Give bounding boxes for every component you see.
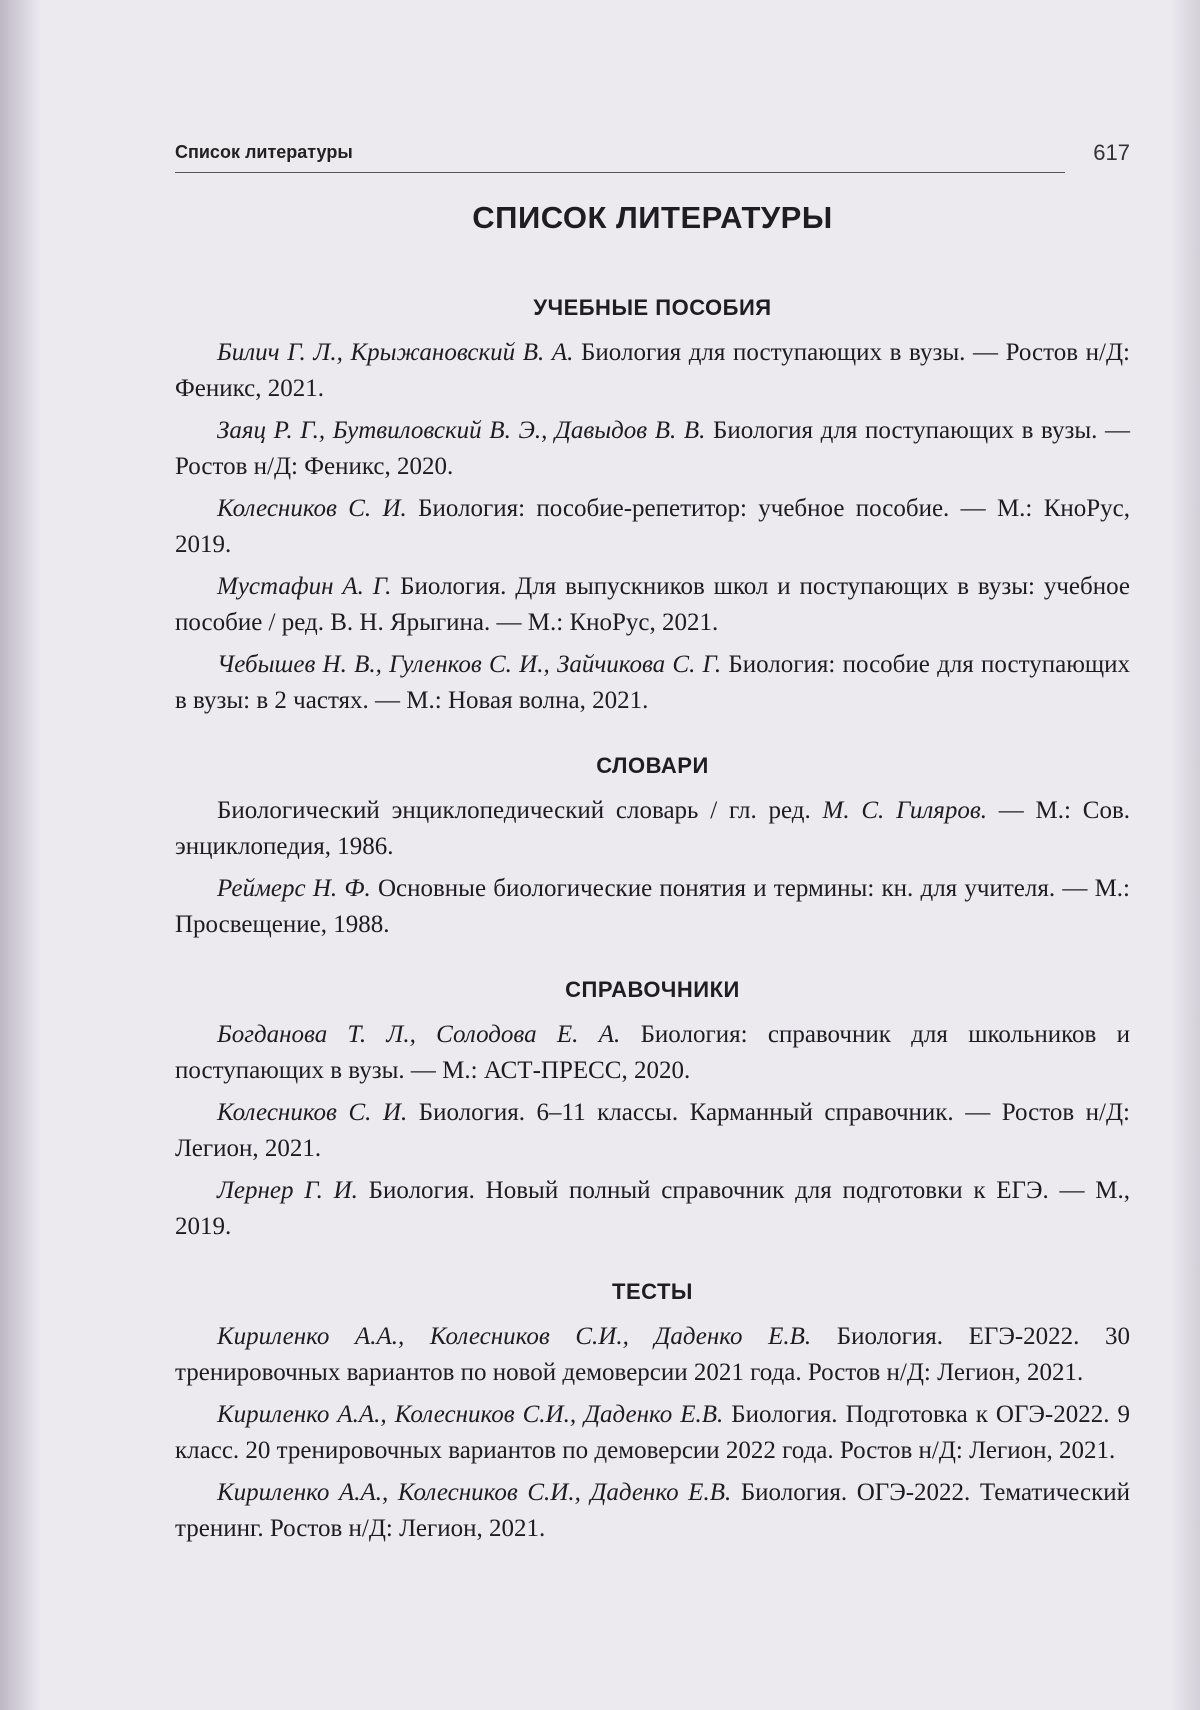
entry-text: Биология: пособие-репетитор: учебное пособие. — М.: КноРус, 2019.: [175, 495, 1131, 558]
bibliography-entry: [175, 413, 1130, 485]
section-heading: СПРАВОЧНИКИ: [565, 977, 740, 1002]
entry-authors: Кириленко А.А., Колесников С.И., Даденко Е.В.: [217, 1323, 812, 1350]
entry-authors: Лернер Г. И.: [217, 1177, 358, 1204]
entry-authors: Кириленко А.А., Колесников С.И., Даденко Е.В.: [217, 1401, 724, 1428]
running-head: [175, 142, 1130, 172]
bibliography-entry: [175, 335, 1130, 407]
entry-authors: Билич Г. Л., Крыжановский В. А.: [217, 339, 574, 366]
entry-text: Биология: справочник для школьников и поступающих в вузы. — М.: АСТ-ПРЕСС, 2020.: [175, 1021, 1130, 1084]
entry-text: Биология. Новый полный справочник для подготовки к ЕГЭ. — М., 2019.: [175, 1177, 1130, 1240]
entry-authors: Колесников С. И.: [217, 495, 407, 522]
section-tests: [175, 1279, 1130, 1547]
entry-authors: Заяц Р. Г., Бутвиловский В. Э., Давыдов В. В.: [217, 417, 706, 444]
entry-text: Биология. Подготовка к ОГЭ-2022. 9 класс. 20 тренировочных вариантов по демоверсии 2022 года. Ростов н/Д: Легион, 2021.: [175, 1401, 1130, 1464]
bibliography-entry: [175, 569, 1130, 641]
section-heading: УЧЕБНЫЕ ПОСОБИЯ: [533, 295, 772, 320]
bibliography-entry: [175, 1319, 1130, 1391]
entry-text: Основные биологические понятия и термины: кн. для учителя. — М.: Просвещение, 1988.: [175, 875, 1130, 938]
page-edge-shadow-right: [1170, 0, 1200, 1710]
page-number: 617: [1093, 140, 1130, 165]
section-handbooks: [175, 977, 1130, 1245]
section-heading: СЛОВАРИ: [596, 753, 709, 778]
entry-authors: Колесников С. И.: [217, 1099, 408, 1126]
bibliography-entry: [175, 1173, 1130, 1245]
entry-authors: Кириленко А.А., Колесников С.И., Даденко Е.В.: [217, 1479, 732, 1506]
entry-text: Биология. Для выпускников школ и поступающих в вузы: учебное пособие / ред. В. Н. Ярыгина. — М.: КноРус, 2021.: [175, 573, 1131, 636]
entry-authors: Чебышев Н. В., Гуленков С. И., Зайчикова С. Г.: [217, 651, 722, 678]
entry-authors: Мустафин А. Г.: [217, 573, 392, 600]
running-head-title: Список литературы: [175, 142, 353, 162]
bibliography: [175, 295, 1130, 1581]
section-dictionaries: [175, 753, 1130, 943]
bibliography-entry: [175, 793, 1130, 865]
entry-text: Биология. ЕГЭ-2022. 30 тренировочных вариантов по новой демоверсии 2021 года. Ростов н/Д: Легион, 2021.: [175, 1323, 1130, 1386]
bibliography-entry: [175, 1095, 1130, 1167]
entry-prefix: Биологический энциклопедический словарь / гл. ред.: [217, 797, 823, 824]
entry-authors: М. С. Гиляров.: [822, 797, 987, 824]
entry-text: Биология: пособие для поступающих в вузы: в 2 частях. — М.: Новая волна, 2021.: [175, 651, 1130, 714]
bibliography-entry: [175, 1475, 1130, 1547]
section-heading: ТЕСТЫ: [612, 1279, 693, 1304]
bibliography-entry: [175, 1017, 1130, 1089]
entry-authors: Богданова Т. Л., Солодова Е. А.: [217, 1021, 621, 1048]
bibliography-entry: [175, 1397, 1130, 1469]
page-title: СПИСОК ЛИТЕРАТУРЫ: [472, 200, 833, 235]
bibliography-entry: [175, 647, 1130, 719]
bibliography-entry: [175, 871, 1130, 943]
entry-authors: Реймерс Н. Ф.: [217, 875, 371, 902]
entry-text: — М.: Сов. энциклопедия, 1986.: [175, 797, 1130, 860]
entry-text: Биология. 6–11 классы. Карманный справочник. — Ростов н/Д: Легион, 2021.: [175, 1099, 1130, 1162]
page-edge-shadow-left: [0, 0, 40, 1710]
entry-text: Биология. ОГЭ-2022. Тематический тренинг. Ростов н/Д: Легион, 2021.: [175, 1479, 1130, 1542]
running-head-rule: [175, 172, 1065, 173]
bibliography-entry: [175, 491, 1130, 563]
entry-text: Биология для поступающих в вузы. — Ростов н/Д: Феникс, 2021.: [175, 339, 1130, 402]
section-textbooks: [175, 295, 1130, 719]
entry-text: Биология для поступающих в вузы. — Ростов н/Д: Феникс, 2020.: [175, 417, 1130, 480]
